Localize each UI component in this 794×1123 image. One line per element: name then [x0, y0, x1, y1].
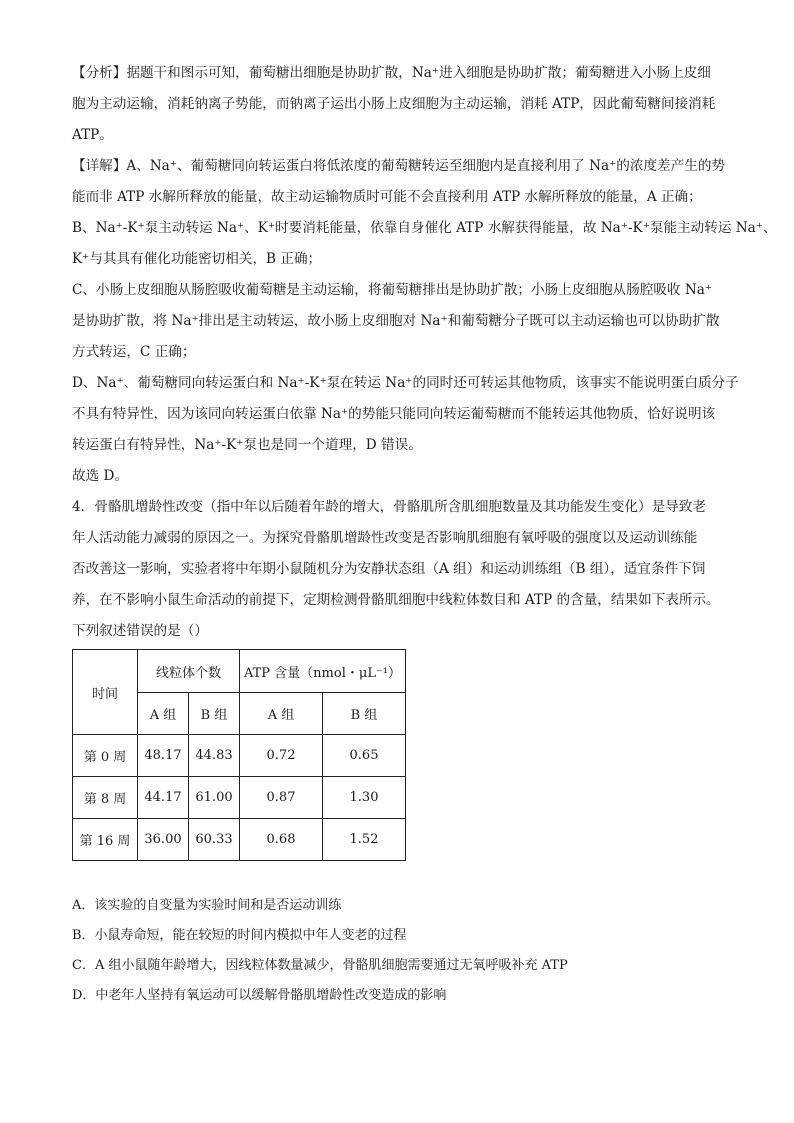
question-line: 4．骨骼肌增龄性改变（指中年以后随着年龄的增大，骨骼肌所含肌细胞数量及其功能发生变化）是导致老: [72, 499, 706, 515]
document-page: [72, 58, 777, 1011]
table-row: [73, 777, 406, 819]
question-section: [72, 492, 732, 647]
cell-mito-a: 44.17: [138, 777, 189, 819]
header-atp: ATP 含量（nmol・μL⁻¹）: [240, 650, 406, 693]
subheader-atp-a: A 组: [240, 693, 323, 735]
cell-atp-b: 0.65: [323, 735, 406, 777]
cell-time: 第 16 周: [73, 819, 138, 861]
cell-mito-a: 48.17: [138, 735, 189, 777]
data-table-container: [72, 649, 732, 861]
option-a: A．该实验的自变量为实验时间和是否运动训练: [72, 898, 342, 913]
subheader-atp-b: B 组: [323, 693, 406, 735]
detail-line: 方式转运，C 正确；: [72, 344, 196, 360]
cell-time: 第 8 周: [73, 777, 138, 819]
header-time: 时间: [73, 650, 138, 735]
cell-mito-b: 44.83: [189, 735, 240, 777]
cell-mito-b: 61.00: [189, 777, 240, 819]
detail-line: K⁺与其具有催化功能密切相关，B 正确；: [72, 251, 322, 267]
analysis-line: ATP。: [72, 127, 113, 143]
table-header-row: [73, 650, 406, 693]
cell-atp-b: 1.30: [323, 777, 406, 819]
option-d: D．中老年人坚持有氧运动可以缓解骨骼肌增龄性改变造成的影响: [72, 988, 447, 1003]
table-row: [73, 735, 406, 777]
detail-line: B、Na⁺-K⁺泵主动转运 Na⁺、K⁺时要消耗能量，依靠自身催化 ATP 水解获得能量，故 Na⁺-K⁺泵能主动转运 Na⁺、: [72, 220, 777, 236]
question-line: 年人活动能力减弱的原因之一。为探究骨骼肌增龄性改变是否影响肌细胞有氧呼吸的强度以及运动训练能: [72, 530, 698, 546]
data-table: [72, 649, 406, 861]
cell-mito-a: 36.00: [138, 819, 189, 861]
cell-atp-a: 0.87: [240, 777, 323, 819]
cell-atp-b: 1.52: [323, 819, 406, 861]
detail-line: 能而非 ATP 水解所释放的能量，故主动运输物质时可能不会直接利用 ATP 水解所释放的能量，A 正确；: [72, 189, 702, 205]
question-line: 养，在不影响小鼠生命活动的前提下，定期检测骨骼肌细胞中线粒体数目和 ATP 的含量，结果如下表所示。: [72, 592, 720, 608]
detail-line: C、小肠上皮细胞从肠腔吸收葡萄糖是主动运输，将葡萄糖排出是协助扩散；小肠上皮细胞从肠腔吸收 Na⁺: [72, 282, 713, 298]
analysis-line: 【分析】据题干和图示可知，葡萄糖出细胞是协助扩散，Na⁺进入细胞是协助扩散；葡萄糖进入小肠上皮细: [72, 65, 711, 81]
cell-mito-b: 60.33: [189, 819, 240, 861]
detail-line: 转运蛋白有特异性，Na⁺-K⁺泵也是同一个道理，D 错误。: [72, 437, 422, 453]
detail-section: [72, 151, 777, 492]
header-mito: 线粒体个数: [138, 650, 240, 693]
detail-line: 是协助扩散，将 Na⁺排出是主动转运，故小肠上皮细胞对 Na⁺和葡萄糖分子既可以主动运输也可以协助扩散: [72, 313, 720, 329]
subheader-mito-b: B 组: [189, 693, 240, 735]
table-row: [73, 819, 406, 861]
cell-atp-a: 0.68: [240, 819, 323, 861]
analysis-section: [72, 58, 732, 151]
cell-atp-a: 0.72: [240, 735, 323, 777]
option-b: B．小鼠寿命短，能在较短的时间内模拟中年人变老的过程: [72, 928, 407, 943]
option-c: C．A 组小鼠随年龄增大，因线粒体数量减少，骨骼肌细胞需要通过无氧呼吸补充 ATP: [72, 958, 568, 973]
options-list: [72, 891, 732, 1011]
detail-line: 故选 D。: [72, 468, 129, 484]
cell-time: 第 0 周: [73, 735, 138, 777]
question-line: 否改善这一影响，实验者将中年期小鼠随机分为安静状态组（A 组）和运动训练组（B 组），适宜条件下饲: [72, 561, 706, 577]
analysis-line: 胞为主动运输，消耗钠离子势能，而钠离子运出小肠上皮细胞为主动运输，消耗 ATP，因此葡萄糖间接消耗: [72, 96, 716, 112]
subheader-mito-a: A 组: [138, 693, 189, 735]
detail-line: 不具有特异性，因为该同向转运蛋白依靠 Na⁺的势能只能同向转运葡萄糖而不能转运其他物质，恰好说明该: [72, 406, 716, 422]
question-line: 下列叙述错误的是（）: [72, 623, 208, 639]
detail-line: D、Na⁺、葡萄糖同向转运蛋白和 Na⁺-K⁺泵在转运 Na⁺的同时还可转运其他物质，该事实不能说明蛋白质分子: [72, 375, 739, 391]
detail-line: 【详解】A、Na⁺、葡萄糖同向转运蛋白将低浓度的葡萄糖转运至细胞内是直接利用了 Na⁺的浓度差产生的势: [72, 158, 726, 174]
